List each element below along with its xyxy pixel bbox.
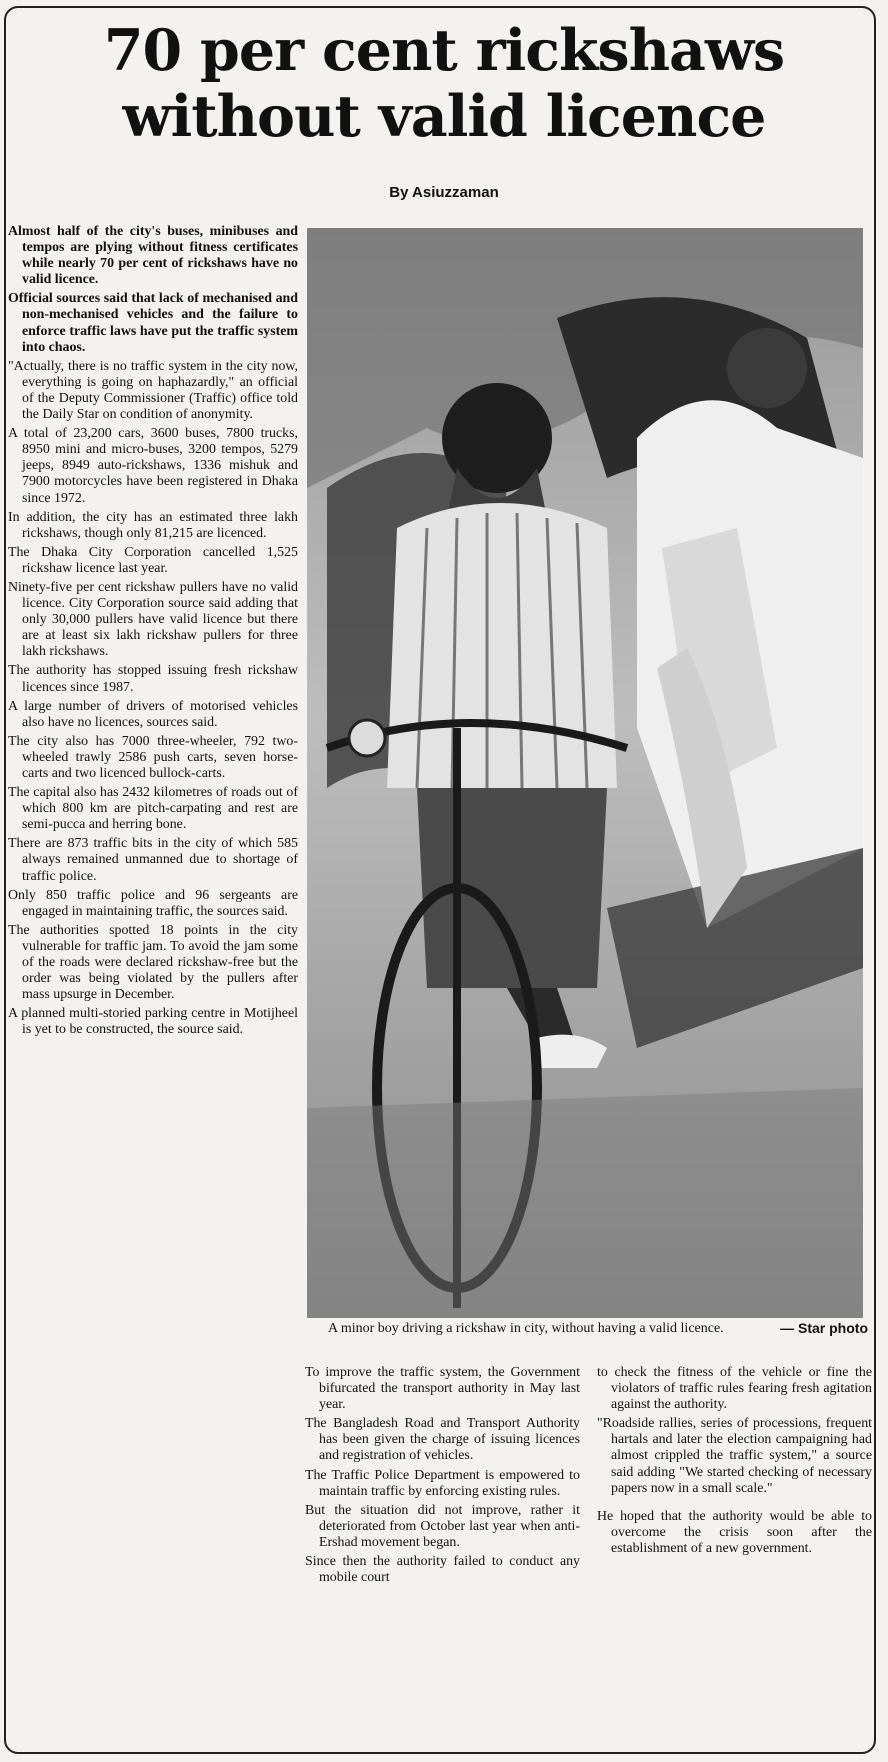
rickshaw-photo <box>307 228 863 1318</box>
paragraph: The Bangladesh Road and Transport Authority has been given the charge of issuing licences and registration of vehicles. <box>305 1416 580 1464</box>
headline-line-2: without valid licence <box>122 83 766 150</box>
paragraph: Ninety-five per cent rickshaw pullers have no valid licence. City Corporation source said adding that only 30,000 pullers have valid licence but there are at least six lakh rickshaw pullers for three lakh rickshaws. <box>8 579 298 660</box>
paragraph: But the situation did not improve, rather it deteriorated from October last year when anti-Ershad movement began. <box>305 1502 580 1550</box>
headline <box>0 18 888 150</box>
paragraph: "Roadside rallies, series of processions, frequent hartals and later the election campaigning had almost crippled the traffic system," a source said adding "We started checking of necessary papers now in a small scale." <box>597 1416 872 1496</box>
paragraph: "Actually, there is no traffic system in the city now, everything is going on haphazardly," an official of the Deputy Commissioner (Traffic) office told the Daily Star on condition of anonymity. <box>8 358 298 423</box>
paragraph: Since then the authority failed to conduct any mobile court <box>305 1554 580 1586</box>
paragraph: The city also has 7000 three-wheeler, 792 two-wheeled trawly 2586 push carts, seven horse-carts and two licenced bullock-carts. <box>8 733 298 781</box>
paragraph: A large number of drivers of motorised vehicles also have no licences, sources said. <box>8 698 298 730</box>
caption-text: A minor boy driving a rickshaw in city, without having a valid licence. <box>328 1321 724 1336</box>
paragraph: Only 850 traffic police and 96 sergeants are engaged in maintaining traffic, the sources said. <box>8 887 298 919</box>
paragraph: In addition, the city has an estimated three lakh rickshaws, though only 81,215 are licenced. <box>8 509 298 541</box>
rickshaw-photo-illustration <box>307 228 863 1318</box>
byline: By Asiuzzaman <box>389 184 499 201</box>
paragraph: Official sources said that lack of mechanised and non-mechanised vehicles and the failure to enforce traffic laws have put the traffic system into chaos. <box>8 291 298 355</box>
paragraph: The authority has stopped issuing fresh rickshaw licences since 1987. <box>8 663 298 695</box>
paragraph: To improve the traffic system, the Government bifurcated the transport authority in May last year. <box>305 1365 580 1413</box>
paragraph: He hoped that the authority would be able to overcome the crisis soon after the establishment of a new government. <box>597 1508 872 1556</box>
article-column-1 <box>8 224 298 1042</box>
paragraph: A total of 23,200 cars, 3600 buses, 7800 trucks, 8950 mini and micro-buses, 3200 tempos, 5279 jeeps, 8949 auto-rickshaws, 1336 mishuk and 7900 motorcycles have been registered in Dhaka since 1972. <box>8 426 298 506</box>
paragraph: There are 873 traffic bits in the city of which 585 always remained unmanned due to shortage of traffic police. <box>8 836 298 884</box>
article-column-3 <box>597 1365 872 1560</box>
paragraph: Almost half of the city's buses, minibuses and tempos are plying without fitness certificates while nearly 70 per cent of rickshaws have no valid licence. <box>8 224 298 288</box>
photo-credit: — Star photo <box>780 1320 868 1336</box>
paragraph: The Dhaka City Corporation cancelled 1,525 rickshaw licence last year. <box>8 544 298 576</box>
photo-caption <box>328 1320 868 1337</box>
paragraph: to check the fitness of the vehicle or fine the violators of traffic rules fearing fresh agitation against the authority. <box>597 1365 872 1413</box>
paragraph: The Traffic Police Department is empowered to maintain traffic by enforcing existing rules. <box>305 1467 580 1499</box>
article-column-2 <box>305 1365 580 1589</box>
paragraph: The authorities spotted 18 points in the city vulnerable for traffic jam. To avoid the jam some of the roads were declared rickshaw-free but the order was being violated by the pullers after mass upsurge in December. <box>8 922 298 1003</box>
paragraph: The capital also has 2432 kilometres of roads out of which 800 km are pitch-carpating and rest are semi-pucca and herring bone. <box>8 785 298 833</box>
paragraph: A planned multi-storied parking centre in Motijheel is yet to be constructed, the source said. <box>8 1006 298 1038</box>
headline-line-1: 70 per cent rickshaws <box>103 17 785 84</box>
